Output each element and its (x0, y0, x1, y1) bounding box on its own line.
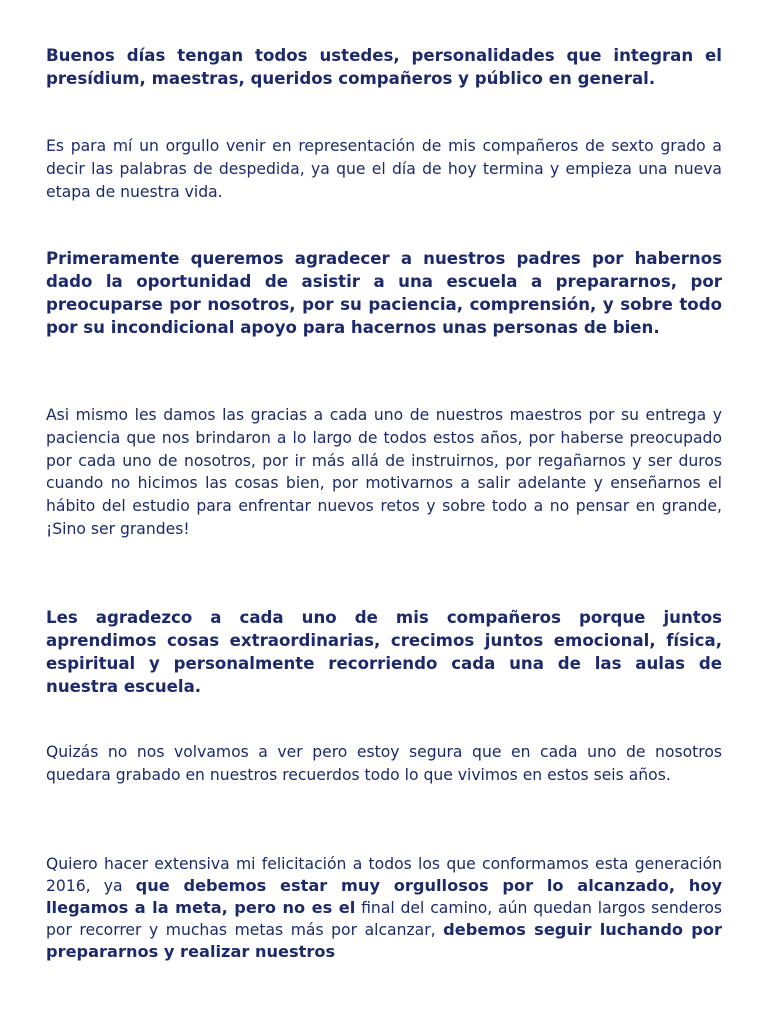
paragraph-congratulations (46, 854, 722, 963)
paragraph-memories: Quizás no nos volvamos a ver pero estoy segura que en cada uno de nosotros quedara grabado en nuestros recuerdos todo lo que vivimos en estos seis años. (46, 743, 722, 784)
congratulations-text-part2: que debemos estar muy orgullosos por lo alcanzado, hoy llegamos a la meta, pero no es el (46, 876, 722, 917)
congratulations-text-part3: final del camino, aún quedan largos senderos por recorrer y muchas metas más por alcanzar, (46, 899, 722, 939)
paragraph-thanks-classmates: Les agradezco a cada uno de mis compañeros porque juntos aprendimos cosas extraordinarias, crecimos juntos emocional, física, espiritual y personalmente recorriendo cada una de las aulas de nuestra escuela. (46, 608, 722, 696)
congratulations-text-part1: Quiero hacer extensiva mi felicitación a todos los que conformamos esta generación 2016, ya (46, 855, 722, 895)
paragraph-greeting: Buenos días tengan todos ustedes, personalidades que integran el presídium, maestras, queridos compañeros y público en general. (46, 46, 722, 88)
paragraph-thanks-parents: Primeramente queremos agradecer a nuestros padres por habernos dado la oportunidad de asistir a una escuela a prepararnos, por preocuparse por nosotros, por su paciencia, comprensión, y sobre todo por su incondicional apoyo para hacernos unas personas de bien. (46, 249, 722, 337)
paragraph-introduction: Es para mí un orgullo venir en representación de mis compañeros de sexto grado a decir las palabras de despedida, ya que el día de hoy termina y empieza una nueva etapa de nuestra vida. (46, 137, 722, 201)
congratulations-text-part4: debemos seguir luchando por prepararnos y realizar nuestros (46, 920, 722, 961)
paragraph-thanks-teachers: Asi mismo les damos las gracias a cada uno de nuestros maestros por su entrega y paciencia que nos brindaron a lo largo de todos estos años, por haberse preocupado por cada uno de nosotros, por ir más allá de instruirnos, por regañarnos y ser duros cuando no hicimos las cosas bien, por motivarnos a salir adelante y enseñarnos el hábito del estudio para enfrentar nuevos retos y sobre todo a no pensar en grande, ¡Sino ser grandes! (46, 406, 722, 538)
